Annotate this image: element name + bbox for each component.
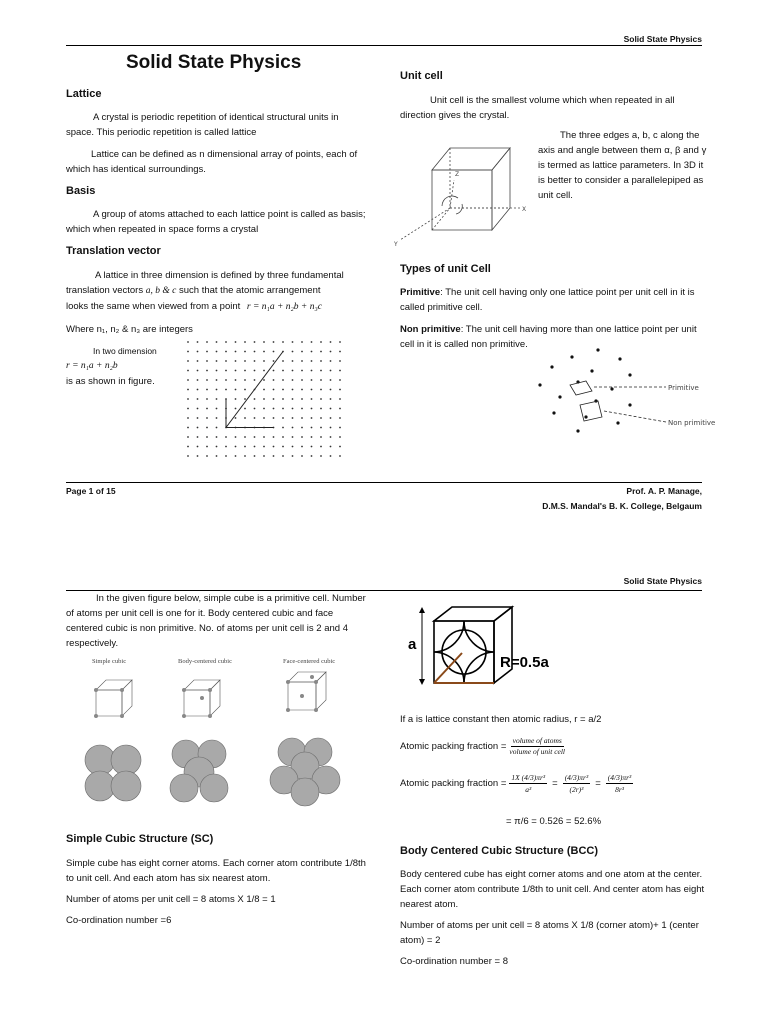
lattice-dot [292, 379, 294, 381]
lattice-dot [187, 455, 189, 457]
nonprimitive-term: Non primitive [400, 324, 461, 335]
lattice-dot [311, 389, 313, 391]
lattice-dot [216, 379, 218, 381]
lattice-dot [263, 351, 265, 353]
bcc-heading: Body Centered Cubic Structure (BCC) [400, 845, 599, 857]
two-dim-line-1: In two dimension [93, 346, 157, 356]
lattice-para-1: A crystal is periodic repetition of identical structural units in space. This periodic repetition is called lattice [66, 112, 339, 138]
fig-label-r: R=0.5a [500, 654, 549, 671]
lattice-dot [235, 360, 237, 362]
lattice-dot [282, 389, 284, 391]
cubes-drawing [74, 668, 364, 808]
axis-y-label: Y [394, 241, 398, 248]
lattice-dot [301, 436, 303, 438]
lattice-dot [244, 360, 246, 362]
lattice-dot [263, 417, 265, 419]
lattice-dot [206, 455, 208, 457]
apf-frac-1 [509, 772, 547, 795]
axis-z-label: Z [455, 171, 460, 178]
lattice-dot [320, 341, 322, 343]
lattice-heading: Lattice [66, 88, 102, 100]
lattice-dot [216, 370, 218, 372]
lattice-dot [263, 455, 265, 457]
lattice-dot [187, 408, 189, 410]
lattice-dot [206, 408, 208, 410]
lattice-dot [330, 370, 332, 372]
lattice-dot [330, 446, 332, 448]
header-rule [66, 45, 702, 46]
lattice-dot [254, 436, 256, 438]
lattice-dot [273, 417, 275, 419]
lattice-dot [292, 370, 294, 372]
lattice-dot [216, 351, 218, 353]
lattice-dot [339, 446, 341, 448]
apf-calc-label: Atomic packing fraction = [400, 778, 507, 789]
lattice-dot [187, 389, 189, 391]
two-dim-text [66, 344, 186, 389]
lattice-dot [292, 341, 294, 343]
lattice-dot [301, 408, 303, 410]
translation-line-1: A lattice in three dimension is defined by three fundamental [95, 270, 344, 281]
lattice-dot [301, 379, 303, 381]
lattice-dot [330, 351, 332, 353]
lattice-dot [311, 436, 313, 438]
lattice-dot [225, 360, 227, 362]
lattice-dot [282, 360, 284, 362]
lattice-dot [197, 398, 199, 400]
lattice-dot [311, 351, 313, 353]
college-line: D.M.S. Mandal's B. K. College, Belgaum [542, 501, 702, 511]
lattice-dot [320, 389, 322, 391]
apf-frac-1-num: 1X (4/3)πr³ [511, 773, 546, 782]
vector-abc: a, b & c [145, 286, 177, 296]
lattice-dot [263, 436, 265, 438]
apf-calculation [400, 772, 633, 795]
lattice-dot [339, 408, 341, 410]
nonprimitive-text: : The unit cell having more than one lattice point per unit cell in it is called non primitive. [400, 324, 697, 350]
lattice-points [538, 348, 631, 432]
cubic-structures-figure [74, 658, 364, 808]
fig-label-a: a [408, 636, 417, 653]
translation-heading: Translation vector [66, 245, 161, 257]
lattice-dot [254, 351, 256, 353]
lattice-dot [244, 446, 246, 448]
lattice-dot [273, 389, 275, 391]
lattice-dot [320, 398, 322, 400]
lattice-dot [254, 379, 256, 381]
lattice-dot [320, 455, 322, 457]
label-bcc: Body-centered cubic [178, 658, 232, 665]
lattice-dot [244, 351, 246, 353]
lattice-vector [226, 352, 283, 428]
lattice-dot [197, 408, 199, 410]
footer-rule [66, 482, 702, 483]
lattice-dot [330, 379, 332, 381]
lattice-dot [244, 417, 246, 419]
lattice-dot [216, 341, 218, 343]
lattice-dot [301, 398, 303, 400]
lattice-dot [339, 389, 341, 391]
lattice-dot [301, 417, 303, 419]
lattice-dot [282, 341, 284, 343]
lattice-dot [254, 370, 256, 372]
lattice-dot [330, 455, 332, 457]
lattice-dot [339, 417, 341, 419]
translation-line-2 [66, 283, 371, 299]
lattice-dot [187, 379, 189, 381]
lattice-dot [216, 360, 218, 362]
lattice-dot [263, 370, 265, 372]
page-title: Solid State Physics [126, 52, 302, 73]
lattice-dot [206, 370, 208, 372]
apf-result: = π/6 = 0.526 = 52.6% [506, 816, 602, 827]
formula-2d: r = n₁a + n₂b [66, 361, 118, 371]
apf-label: Atomic packing fraction = [400, 741, 507, 752]
running-header-2: Solid State Physics [623, 576, 702, 586]
lattice-dot [235, 351, 237, 353]
radius-line: If a is lattice constant then atomic radius, r = a/2 [400, 714, 602, 725]
bcc-para-1: Body centered cube has eight corner atoms and one atom at the center. Each corner atom contribute 1/8th to unit cell. And center atom has eight nearest atom. [400, 869, 705, 910]
translation-line-3 [66, 299, 371, 315]
lattice-dot [254, 417, 256, 419]
lattice-dot [225, 436, 227, 438]
lattice-dot [235, 455, 237, 457]
basis-heading: Basis [66, 185, 96, 197]
label-nonprimitive: Non primitive [668, 419, 716, 427]
lattice-dot [292, 360, 294, 362]
lattice-dot [330, 427, 332, 429]
lattice-dot [263, 446, 265, 448]
lattice-dot [320, 446, 322, 448]
lattice-dot [216, 436, 218, 438]
lattice-dot [206, 436, 208, 438]
page-gap [0, 516, 768, 566]
two-dim-line-2: is as shown in figure. [66, 376, 155, 387]
lattice-dot [187, 360, 189, 362]
lattice-dot [225, 351, 227, 353]
lattice-para-2: Lattice can be defined as n dimensional array of points, each of which has identical surroundings. [66, 149, 358, 175]
lattice-dot [206, 341, 208, 343]
lattice-dot [311, 341, 313, 343]
lattice-dot [273, 455, 275, 457]
lattice-dot [301, 455, 303, 457]
author-line: Prof. A. P. Manage, [626, 486, 702, 496]
apf-frac-3-den: 8r³ [615, 785, 624, 794]
equals-1: = [552, 778, 558, 789]
lattice-dot [225, 341, 227, 343]
apf-frac-2-num: (4/3)πr³ [564, 773, 589, 782]
lattice-dot [244, 389, 246, 391]
primitive-para [400, 285, 705, 315]
lattice-dot [197, 455, 199, 457]
lattice-dot [282, 379, 284, 381]
translation-line-2b: such that the atomic arrangement [178, 285, 321, 296]
label-simple-cubic: Simple cubic [92, 658, 127, 665]
lattice-dot [197, 351, 199, 353]
label-primitive: Primitive [668, 384, 699, 392]
lattice-dot [206, 379, 208, 381]
lattice-dot [197, 446, 199, 448]
lattice-dot [339, 370, 341, 372]
lattice-dot [311, 446, 313, 448]
lattice-dot [301, 370, 303, 372]
basis-para: A group of atoms attached to each lattice point is called as basis; which when repeated in space forms a crystal [66, 209, 366, 235]
lattice-dot [235, 379, 237, 381]
lattice-dot [263, 389, 265, 391]
lattice-dot [187, 398, 189, 400]
apf-frac-3 [606, 772, 634, 795]
lattice-dot [263, 398, 265, 400]
lattice-dot [282, 427, 284, 429]
lattice-dot [339, 427, 341, 429]
lattice-dot [292, 417, 294, 419]
lattice-dot [235, 370, 237, 372]
lattice-dot [244, 370, 246, 372]
sc-heading: Simple Cubic Structure (SC) [66, 833, 214, 845]
lattice-dot [216, 389, 218, 391]
lattice-dot [330, 398, 332, 400]
unit-cell-para-1: Unit cell is the smallest volume which when repeated in all direction gives the crystal. [400, 95, 675, 121]
lattice-dot [187, 427, 189, 429]
lattice-dot [292, 398, 294, 400]
lattice-dot [254, 446, 256, 448]
two-dim-lattice-figure [186, 340, 346, 466]
lattice-dot [244, 436, 246, 438]
apf-denominator: volume of unit cell [509, 747, 566, 756]
lattice-dot [254, 455, 256, 457]
lattice-dot [197, 436, 199, 438]
lattice-dot [197, 370, 199, 372]
lattice-dot [225, 370, 227, 372]
lattice-dot [244, 398, 246, 400]
lattice-dot [282, 446, 284, 448]
lattice-dot [273, 351, 275, 353]
lattice-dot [187, 417, 189, 419]
equals-2: = [595, 778, 601, 789]
lattice-dot [311, 398, 313, 400]
lattice-dot [311, 379, 313, 381]
lattice-dot [330, 360, 332, 362]
lattice-dot [292, 408, 294, 410]
apf-frac-2 [563, 772, 591, 795]
formula-3d: r = n₁a + n₂b + n₃c [246, 302, 322, 312]
lattice-dot [216, 427, 218, 429]
lattice-dot [339, 351, 341, 353]
intro-para: In the given figure below, simple cube is a primitive cell. Number of atoms per unit cell is one for it. Body centered cubic and face centered cubic is non primitive. No. of atoms per unit cell is 2 and 4 respectively. [66, 593, 366, 649]
lattice-dot [216, 446, 218, 448]
lattice-dot [273, 341, 275, 343]
lattice-dot [339, 436, 341, 438]
page-number: Page 1 of 15 [66, 486, 116, 496]
lattice-dot [197, 389, 199, 391]
lattice-dot [320, 436, 322, 438]
lattice-dot [197, 360, 199, 362]
lattice-dot [187, 370, 189, 372]
lattice-dot [216, 398, 218, 400]
lattice-dot [263, 408, 265, 410]
lattice-dot [187, 446, 189, 448]
lattice-dot [263, 379, 265, 381]
lattice-dot [197, 341, 199, 343]
lattice-dot [282, 455, 284, 457]
lattice-dot [263, 360, 265, 362]
lattice-dot [235, 446, 237, 448]
lattice-dot [235, 389, 237, 391]
lattice-dot [301, 341, 303, 343]
lattice-dot [244, 341, 246, 343]
lattice-dot [311, 455, 313, 457]
lattice-dot [282, 398, 284, 400]
lattice-dot [330, 341, 332, 343]
bcc-para-3: Co-ordination number = 8 [400, 956, 508, 967]
lattice-dot [330, 436, 332, 438]
lattice-dot [320, 417, 322, 419]
lattice-dot [206, 427, 208, 429]
primitive-term: Primitive [400, 287, 441, 298]
lattice-dot [282, 417, 284, 419]
lattice-dot [216, 417, 218, 419]
lattice-dot [292, 427, 294, 429]
lattice-dot [187, 436, 189, 438]
lattice-dot [235, 417, 237, 419]
lattice-dot [254, 360, 256, 362]
lattice-dot [320, 427, 322, 429]
sc-para-1: Simple cube has eight corner atoms. Each corner atom contribute 1/8th to unit cell. And each atom has six nearest atom. [66, 858, 366, 884]
lattice-dot [273, 446, 275, 448]
lattice-dot [273, 408, 275, 410]
lattice-dot [216, 455, 218, 457]
lattice-dot [235, 436, 237, 438]
translation-line-2a: translation vectors [66, 285, 144, 296]
lattice-dot [235, 341, 237, 343]
lattice-dot [301, 389, 303, 391]
lattice-dot [320, 379, 322, 381]
lattice-dot [254, 341, 256, 343]
unit-cell-heading: Unit cell [400, 70, 443, 82]
lattice-dot [339, 341, 341, 343]
lattice-dot [273, 370, 275, 372]
running-header: Solid State Physics [623, 34, 702, 44]
lattice-dot [244, 379, 246, 381]
lattice-dot [244, 408, 246, 410]
lattice-dot [301, 446, 303, 448]
lattice-dot [311, 360, 313, 362]
lattice-dot [197, 417, 199, 419]
lattice-dot [206, 446, 208, 448]
lattice-dot [292, 351, 294, 353]
lattice-dot [187, 351, 189, 353]
lattice-dot [263, 341, 265, 343]
lattice-dot [311, 408, 313, 410]
lattice-dot [254, 398, 256, 400]
integers-line: Where n₁, n₂ & n₃ are integers [66, 324, 193, 335]
lattice-dot [339, 455, 341, 457]
lattice-dot [244, 455, 246, 457]
lattice-dot [301, 360, 303, 362]
lattice-dot [320, 351, 322, 353]
lattice-dot [235, 398, 237, 400]
lattice-dot [187, 341, 189, 343]
lattice-dot [301, 427, 303, 429]
apf-numerator: volume of atoms [512, 736, 562, 745]
lattice-dot [206, 360, 208, 362]
lattice-dot [292, 455, 294, 457]
types-heading: Types of unit Cell [400, 263, 491, 275]
lattice-dot [330, 389, 332, 391]
lattice-dot [311, 370, 313, 372]
lattice-dot [206, 417, 208, 419]
apf-frac-3-num: (4/3)πr³ [607, 773, 632, 782]
lattice-dot [339, 379, 341, 381]
lattice-dot [273, 436, 275, 438]
lattice-dot [311, 427, 313, 429]
apf-fraction [509, 736, 565, 757]
lattice-dot [320, 370, 322, 372]
lattice-dot [292, 389, 294, 391]
lattice-dot [311, 417, 313, 419]
lattice-dot [206, 351, 208, 353]
lattice-dot [216, 408, 218, 410]
translation-line-3a: looks the same when viewed from a point [66, 301, 241, 312]
lattice-dot [320, 408, 322, 410]
lattice-dot [206, 398, 208, 400]
axis-x-label: X [522, 206, 527, 213]
lattice-dot [330, 408, 332, 410]
sc-para-2: Number of atoms per unit cell = 8 atoms X 1/8 = 1 [66, 894, 276, 905]
lattice-dot [292, 436, 294, 438]
lattice-dot [254, 408, 256, 410]
lattice-dot [235, 408, 237, 410]
parallelepiped-figure [392, 140, 532, 250]
unit-cell-para-2: The three edges a, b, c along the axis and angle between them α, β and γ is termed as lattice parameters. In 3D it is better to consider a parallelepiped as unit cell. [538, 130, 707, 201]
lattice-dot [273, 398, 275, 400]
lattice-dot [282, 370, 284, 372]
lattice-dot [339, 398, 341, 400]
lattice-dot [301, 351, 303, 353]
lattice-dot [225, 446, 227, 448]
primitive-cell-figure [530, 345, 730, 435]
apf-definition [400, 736, 565, 757]
apf-frac-2-den: (2r)³ [569, 785, 584, 794]
lattice-dot [197, 427, 199, 429]
fcc-radius-figure [404, 603, 574, 698]
lattice-dot [225, 389, 227, 391]
lattice-dot [320, 360, 322, 362]
bcc-para-2: Number of atoms per unit cell = 8 atoms X 1/8 (corner atom)+ 1 (center atom) = 2 [400, 920, 699, 946]
lattice-dot [225, 379, 227, 381]
primitive-text: : The unit cell having only one lattice point per unit cell in it is called primitive cell. [400, 287, 695, 313]
lattice-dot [282, 436, 284, 438]
lattice-dot [225, 455, 227, 457]
lattice-dot [273, 379, 275, 381]
label-fcc: Face-centered cubic [283, 658, 336, 665]
sc-para-3: Co-ordination number =6 [66, 915, 172, 926]
lattice-dot [339, 360, 341, 362]
lattice-dot [273, 360, 275, 362]
lattice-dot [282, 408, 284, 410]
apf-frac-1-den: a³ [525, 785, 532, 794]
lattice-dot [330, 417, 332, 419]
lattice-dot [292, 446, 294, 448]
translation-para [66, 268, 371, 315]
lattice-dot [197, 379, 199, 381]
lattice-dot [206, 389, 208, 391]
